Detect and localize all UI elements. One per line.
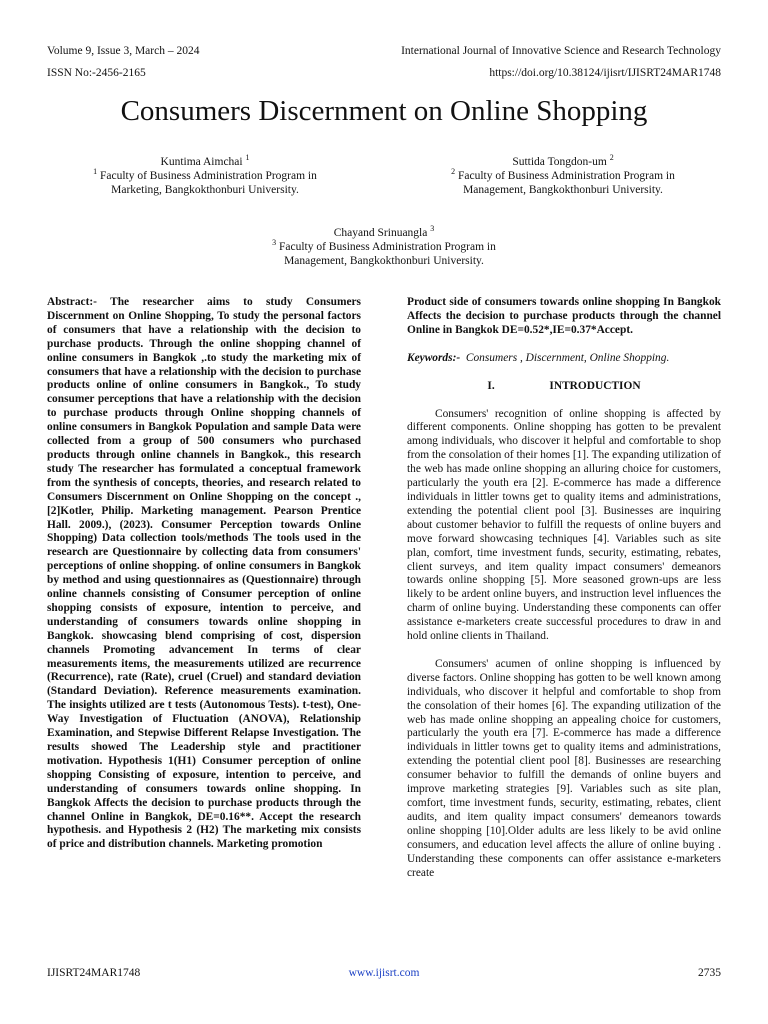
section-title: INTRODUCTION	[549, 379, 641, 392]
author-affiliation-line-2: Management, Bangkokthonburi University.	[284, 255, 484, 267]
abstract-continued: Product side of consumers towards online shopping In Bangkok Affects the decision to purchase products through the channel Online in Bangkok DE=0.52*,IE=0.37*Accept.	[407, 296, 721, 336]
author-block-3	[219, 226, 549, 268]
keywords	[407, 352, 721, 366]
author-affiliation-line-2: Marketing, Bangkokthonburi University.	[111, 184, 299, 196]
body-paragraph: Consumers' acumen of online shopping is influenced by diverse factors. Online shopping has gotten to be well known among individuals, who discover it helpful and comfortable to shop from the consolation of their homes [6]. The expanding utilization of the web has made online shopping an appealing choice for customers, particularly the youth era [7]. E-commerce has made a difference individuals in littler towns get to quality items and administrations, extending the potential client pool [8]. Businesses are researching consumer behavior to fulfill the demands of online buyers and improve marketing strategies [9]. Variables such as site plan, comfort, time investment funds, security, estimating, rebates, client audits, and item quality impact consumers' demeanors towards online shopping [10].Older adults are less likely to be avid online consumers, and education level affects the allure of online buying . Understanding these components can offer assistance e-marketers create	[407, 657, 721, 879]
header-doi-link[interactable]: https://doi.org/10.38124/ijisrt/IJISRT24MAR1748	[489, 67, 721, 79]
author-affiliation-line-1	[40, 169, 370, 183]
author-name-line	[219, 226, 549, 240]
author-name: Chayand Srinuangla	[333, 227, 428, 239]
author-affiliation-line-1	[219, 240, 549, 254]
paper-title: Consumers Discernment on Online Shopping	[120, 95, 648, 127]
author-affiliation-line-1	[398, 169, 728, 183]
footer-page-number: 2735	[698, 967, 721, 979]
footer-website-text[interactable]: www.ijisrt.com	[348, 967, 420, 979]
author-name-line	[40, 155, 370, 169]
header-issn: ISSN No:-2456-2165	[47, 67, 146, 79]
affiliation-text: Faculty of Business Administration Program in	[457, 170, 675, 182]
abstract: Abstract:- The researcher aims to study Consumers Discernment on Online Shopping, To study the personal factors of consumers that have a relationship with the decision to purchase products. Through the online shopping channel of online consumers in Bangkok ,.to study the marketing mix of consumers that have a relationship with the decision to purchase products online of online consumers in Bangkok., To study consumer perceptions that have a relationship with the decision to purchase products through Online shopping channels of online consumers in Bangkok Population and sample Data were collected from a group of 500 consumers who purchased products through online channels in Bangkok., this research study The researcher has formulated a conceptual framework from the synthesis of concepts, theories, and research related to Consumers Discernment on Online Shopping on the concept ., [2]Kotler, Philip. Marketing management. Pearson Prentice Hall. 2009.), (2023). Consumer Perception towards Online Shopping) Data collection tools/methods The tools used in the research are Questionnaire by collecting data from consumers' perceptions of online shopping. of online consumers in Bangkok by method and using questionnaires as (Questionnaire) through online channels consisting of Consumer perception of online shopping consists of exposure, intention to perceive, and understanding of consumers towards online shopping in Bangkok. showcasing blend comprising of cost, dispersion channels Promoting advancement In terms of clear measurements items, the measurements utilized are recurrence (Recurrence), rate (Rate), cruel (Cruel) and standard deviation (Standard Deviation). Reference measurements examination. The insights utilized are t tests (Autonomous Tests). t-test), One-Way Investigation of Fluctuation (ANOVA), Relationship Examination, and Stepwise Different Relapse Investigation. The results showed The Leadership style and practitioner motivation. Hypothesis 1(H1) Consumer perception of online shopping Consisting of exposure, intention to perceive, and understanding of consumers towards online shopping. In Bangkok Affects the decision to purchase products through the channel Online in Bangkok, DE=0.16**. Accept the research hypothesis. and Hypothesis 2 (H2) The marketing mix consists of price and distribution channels. Marketing promotion	[47, 296, 361, 851]
affiliation-superscript: 2	[451, 167, 456, 177]
author-superscript: 3	[430, 224, 435, 234]
section-heading-introduction	[407, 380, 721, 394]
author-affiliation-line-2: Management, Bangkokthonburi University.	[463, 184, 663, 196]
author-superscript: 2	[609, 153, 614, 163]
header-volume: Volume 9, Issue 3, March – 2024	[47, 45, 200, 57]
affiliation-superscript: 1	[93, 167, 98, 177]
right-column	[407, 296, 721, 880]
footer-article-id: IJISRT24MAR1748	[47, 967, 141, 979]
affiliation-text: Faculty of Business Administration Program in	[99, 170, 317, 182]
author-name: Kuntima Aimchai	[160, 156, 243, 168]
section-number: I.	[487, 379, 495, 392]
keywords-text: Consumers , Discernment, Online Shopping.	[465, 351, 670, 364]
affiliation-superscript: 3	[272, 238, 277, 248]
author-block-2	[398, 155, 728, 197]
author-block-1	[40, 155, 370, 197]
keywords-label: Keywords:-	[407, 351, 461, 364]
author-name: Suttida Tongdon-um	[512, 156, 607, 168]
left-column	[47, 296, 361, 852]
footer-website-link	[0, 966, 768, 980]
body-paragraph: Consumers' recognition of online shopping is affected by different components. Online shopping has gotten to be prevalent among individuals, who discover it helpful and comfortable to shop from the consolation of their homes [1]. The expanding utilization of the web has made online shopping an alluring choice for customers, particularly the youth era [2]. E-commerce has made a difference individuals in littler towns get to quality items and administrations, extending the potential client pool [3]. Businesses are inquiring about customer behavior to fulfill the requests of online buyers and move forward showcasing techniques [4]. Variables such as site plan, comfort, time investment funds, security, estimating, rebates, client surveys, and item quality impact consumers' demeanors towards online shopping [5]. More seasoned grown-ups are less likely to be ardent online buyers, and instruction level influences the charm of online buying. Understanding these components can offer assistance e-marketers create successful procedures to draw in and hold online clients in Thailand.	[407, 407, 721, 643]
affiliation-text: Faculty of Business Administration Program in	[278, 241, 496, 253]
author-name-line	[398, 155, 728, 169]
header-journal-name: International Journal of Innovative Science and Research Technology	[401, 45, 721, 57]
author-superscript: 1	[245, 153, 250, 163]
